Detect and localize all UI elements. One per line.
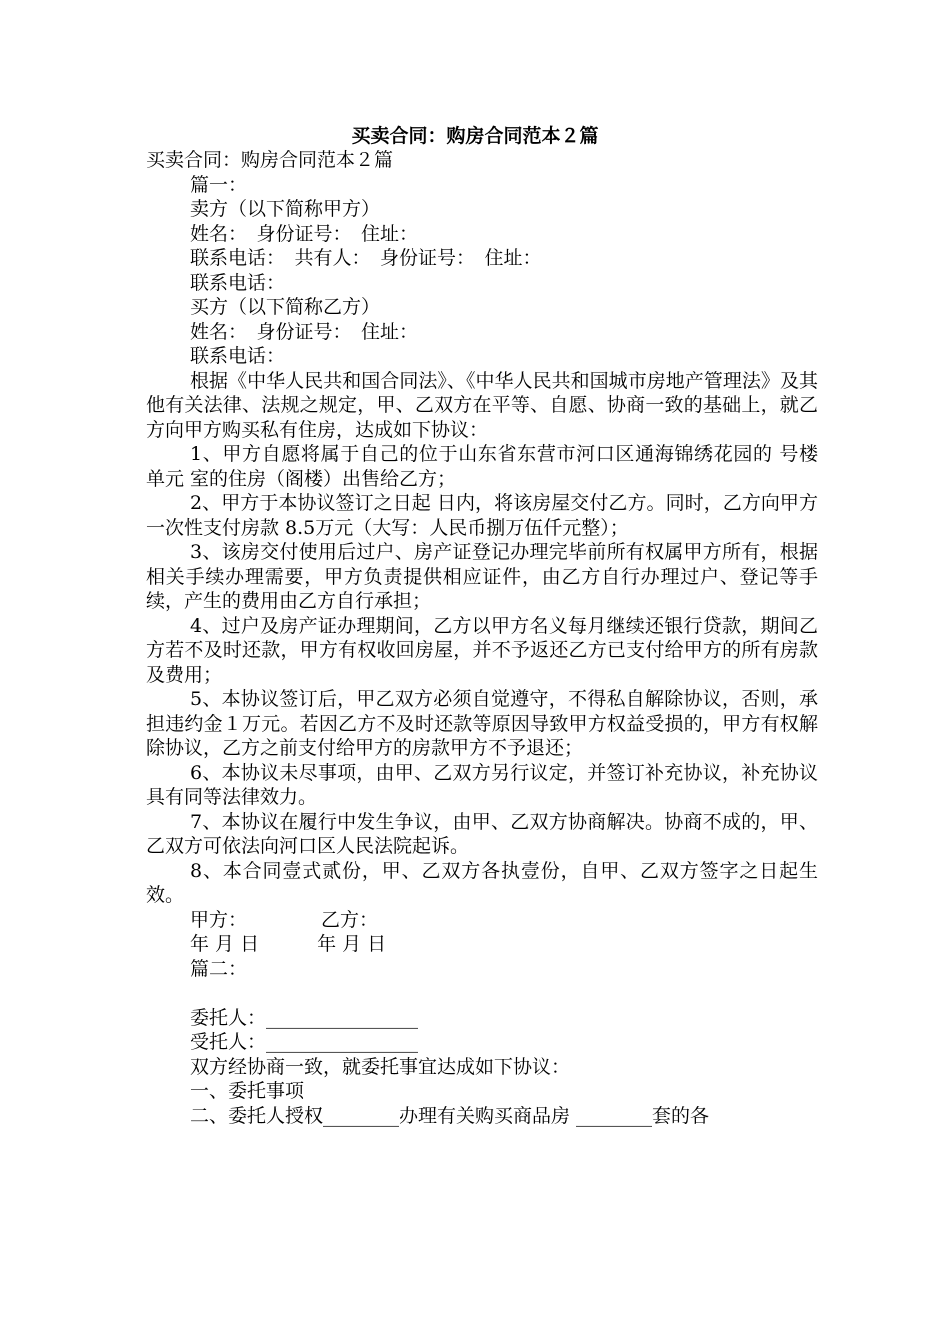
part2-heading: 篇二： [190, 957, 248, 980]
date-party-a: 年 月 日 [190, 933, 260, 955]
preamble-paragraph: 根据《中华人民共和国合同法》、《中华人民共和国城市房地产管理法》及其他有关法律、法规之规定，甲、乙双方在平等、自愿、协商一致的基础上，就乙方向甲方购买私有住房，达成如下协议： [146, 369, 818, 441]
document-subtitle: 买卖合同：购房合同范本２篇 [146, 149, 394, 171]
seller-heading: 卖方（以下简称甲方） [190, 198, 381, 220]
date-party-b: 年 月 日 [317, 933, 387, 955]
blank-line [146, 981, 818, 1006]
item-2: 二、委托人授权________办理有关购买商品房 ________套的各 [190, 1104, 710, 1127]
part1-heading: 篇一： [190, 173, 248, 196]
item-1: 一、委托事项 [190, 1080, 305, 1102]
agreement-line: 双方经协商一致，就委托事宜达成如下协议： [190, 1055, 571, 1078]
clause-8: 8、本合同壹式贰份，甲、乙双方各执壹份，自甲、乙双方签字之日起生效。 [146, 859, 818, 906]
buyer-heading: 买方（以下简称乙方） [190, 296, 381, 318]
clause-6: 6、本协议未尽事项，由甲、乙双方另行议定，并签订补充协议，补充协议具有同等法律效力。 [146, 761, 818, 808]
clause-1: 1、甲方自愿将属于自己的位于山东省东营市河口区通海锦绣花园的 号楼 单元 室的住房（阁楼）出售给乙方； [146, 443, 818, 490]
signature-party-b: 乙方： [321, 908, 379, 931]
clause-2: 2、甲方于本协议签订之日起 日内，将该房屋交付乙方。同时，乙方向甲方一次性支付房款 8.5万元（大写：人民币捌万伍仟元整）； [146, 492, 818, 539]
agent-line: 受托人：________________ [190, 1031, 419, 1053]
seller-contact-line-2: 联系电话： [190, 271, 286, 294]
seller-id-line: 姓名： 身份证号： 住址： [190, 222, 419, 245]
date-line [146, 932, 818, 957]
clause-7: 7、本协议在履行中发生争议，由甲、乙双方协商解决。协商不成的，甲、乙双方可依法向河口区人民法院起诉。 [146, 810, 818, 857]
document-title: 买卖合同：购房合同范本２篇 [351, 125, 599, 147]
principal-line: 委托人：________________ [190, 1006, 419, 1029]
signature-line [146, 908, 818, 933]
clause-4: 4、过户及房产证办理期间，乙方以甲方名义每月继续还银行贷款，期间乙方若不及时还款，甲方有权收回房屋，并不予返还乙方已支付给甲方的所有房款及费用； [146, 614, 818, 686]
seller-contact-line: 联系电话： 共有人： 身份证号： 住址： [190, 247, 542, 269]
buyer-contact-line: 联系电话： [190, 345, 286, 367]
clause-5: 5、本协议签订后，甲乙双方必须自觉遵守，不得私自解除协议，否则，承担违约金１万元。若因乙方不及时还款等原因导致甲方权益受损的，甲方有权解除协议，乙方之前支付给甲方的房款甲方不予退还； [146, 688, 818, 759]
signature-party-a: 甲方： [190, 908, 248, 931]
clause-3: 3、该房交付使用后过户、房产证登记办理完毕前所有权属甲方所有，根据相关手续办理需要，甲方负责提供相应证件，由乙方自行办理过户、登记等手续，产生的费用由乙方自行承担； [146, 541, 818, 612]
buyer-id-line: 姓名： 身份证号： 住址： [190, 320, 419, 343]
document-body [146, 148, 818, 1128]
